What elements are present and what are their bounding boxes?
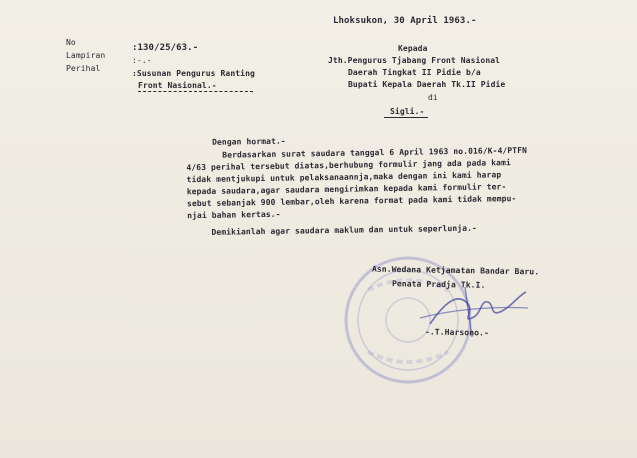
greeting: Dengan hormat.- — [211, 136, 286, 147]
closing-line: Demikianlah agar saudara maklum dan untuk seperlunja.- — [211, 223, 477, 237]
value-perihal-line1: :Susunan Pengurus Ranting — [132, 69, 255, 78]
value-lampiran: :-.- — [132, 56, 152, 65]
recipient-line5: di — [428, 93, 438, 102]
label-lampiran: Lampiran — [66, 51, 106, 60]
label-no: No — [66, 38, 76, 47]
recipient-line4: Bupati Kepala Daerah Tk.II Pidie — [348, 80, 506, 89]
body-line-2: 4/63 perihal tersebut diatas,berhubung formulir jang ada pada kami — [186, 158, 511, 173]
recipient-line1: Kepada — [398, 44, 428, 53]
body-line-4: kepada saudara,agar saudara mengirimkan kepada kami formulir ter- — [186, 182, 507, 197]
place-date: Lhoksukon, 30 April 1963.- — [333, 16, 477, 26]
value-perihal-line2: Front Nasional.- — [138, 81, 253, 91]
signatory-name: -.T.Harsono.- — [424, 327, 490, 338]
recipient-line3: Daerah Tingkat II Pidie b/a — [348, 68, 481, 77]
body-line-3: tidak mentjukupi untuk pelaksanaannja,maka dengan ini kami harap — [186, 170, 502, 185]
body-line-5: sebut sebanjak 900 lembar,oleh karena format pada kami tidak mempu- — [186, 194, 517, 209]
label-perihal: Perihal — [66, 64, 101, 73]
body-line-6: njai bahan kertas.- — [187, 209, 281, 221]
signature-rank: Penata Pradja Tk.I. — [391, 279, 486, 290]
recipient-line2: Jth.Pengurus Tjabang Front Nasional — [328, 56, 501, 65]
value-no: :130/25/63.- — [132, 43, 199, 53]
signature-title: Asn.Wedana Ketjamatan Bandar Baru. — [371, 264, 540, 277]
recipient-line6: Sigli.- — [384, 107, 428, 117]
body-line-1: Berdasarkan surat saudara tanggal 6 April 1963 no.016/K-4/PTFN — [222, 145, 528, 160]
